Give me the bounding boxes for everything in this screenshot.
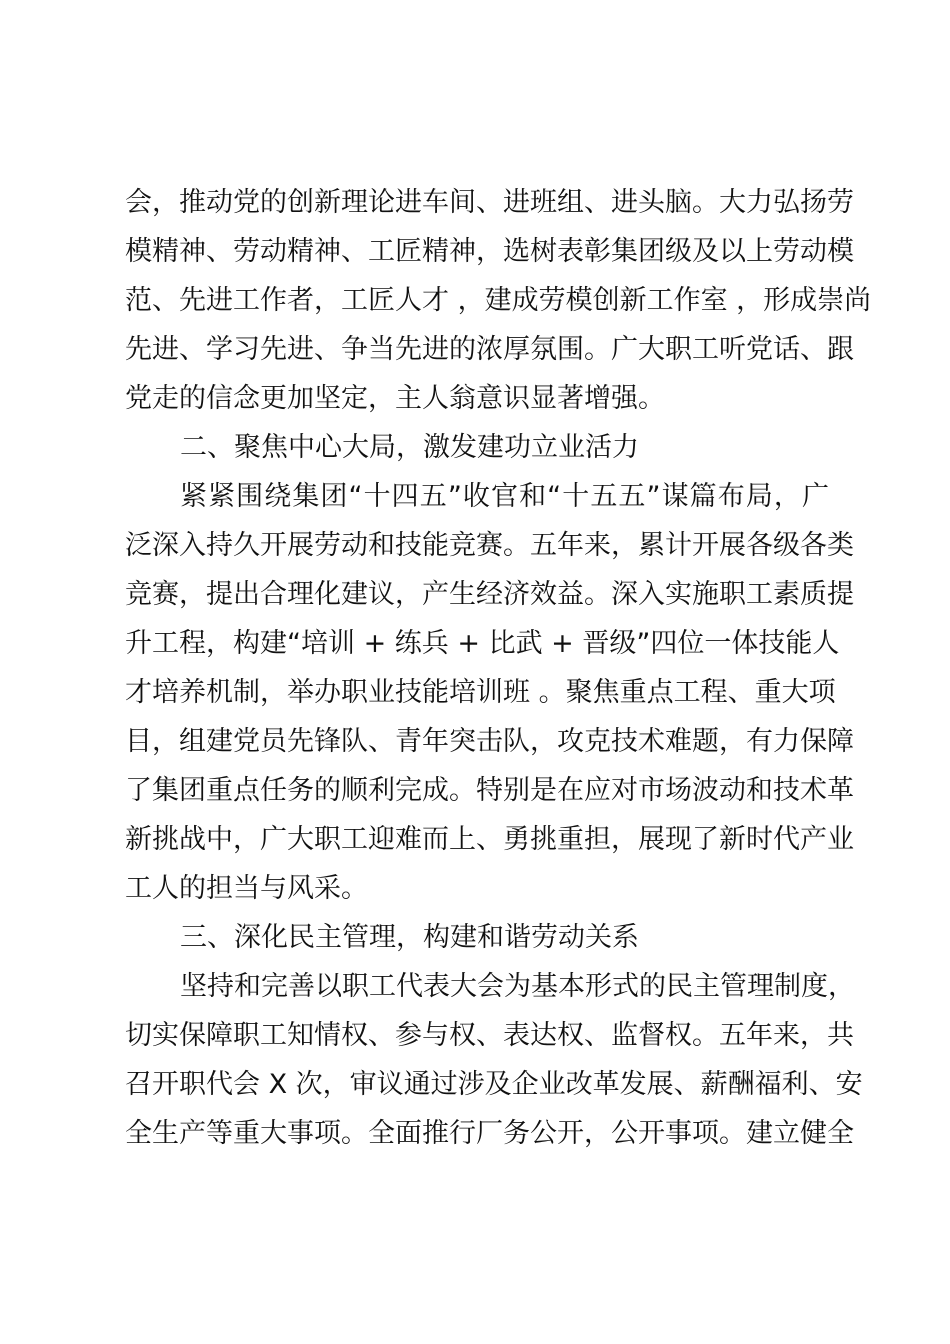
- body-line: 党走的信念更加坚定，主人翁意识显著增强。: [125, 383, 665, 414]
- body-line: 泛深入持久开展劳动和技能竞赛。五年来，累计开展各级各类: [125, 530, 854, 561]
- body-line: 全生产等重大事项。全面推行厂务公开，公开事项。建立健全: [125, 1118, 854, 1149]
- body-line: 坚持和完善以职工代表大会为基本形式的民主管理制度，: [180, 971, 855, 1002]
- body-line: 升工程，构建“培训 + 练兵 + 比武 + 晋级”四位一体技能人: [125, 628, 840, 659]
- body-line: 范、先进工作者，工匠人才 ，建成劳模创新工作室 ，形成崇尚: [125, 285, 872, 316]
- body-line: 才培养机制，举办职业技能培训班 。聚焦重点工程、重大项: [125, 677, 836, 708]
- section-heading: 三、深化民主管理，构建和谐劳动关系: [180, 922, 639, 953]
- body-line: 召开职代会 X 次，审议通过涉及企业改革发展、薪酬福利、安: [125, 1069, 863, 1100]
- body-line: 了集团重点任务的顺利完成。特别是在应对市场波动和技术革: [125, 775, 854, 806]
- section-heading: 二、聚焦中心大局，激发建功立业活力: [180, 432, 639, 463]
- body-line: 先进、学习先进、争当先进的浓厚氛围。广大职工听党话、跟: [125, 334, 854, 365]
- body-line: 切实保障职工知情权、参与权、表达权、监督权。五年来，共: [125, 1020, 854, 1051]
- body-line: 工人的担当与风采。: [125, 873, 368, 904]
- body-line: 模精神、劳动精神、工匠精神，选树表彰集团级及以上劳动模: [125, 236, 854, 267]
- body-line: 竞赛，提出合理化建议，产生经济效益。深入实施职工素质提: [125, 579, 854, 610]
- body-line: 紧紧围绕集团“十四五”收官和“十五五”谋篇布局，广: [180, 481, 829, 512]
- body-line: 新挑战中，广大职工迎难而上、勇挑重担，展现了新时代产业: [125, 824, 854, 855]
- body-line: 目，组建党员先锋队、青年突击队，攻克技术难题，有力保障: [125, 726, 854, 757]
- body-line: 会，推动党的创新理论进车间、进班组、进头脑。大力弘扬劳: [125, 187, 854, 218]
